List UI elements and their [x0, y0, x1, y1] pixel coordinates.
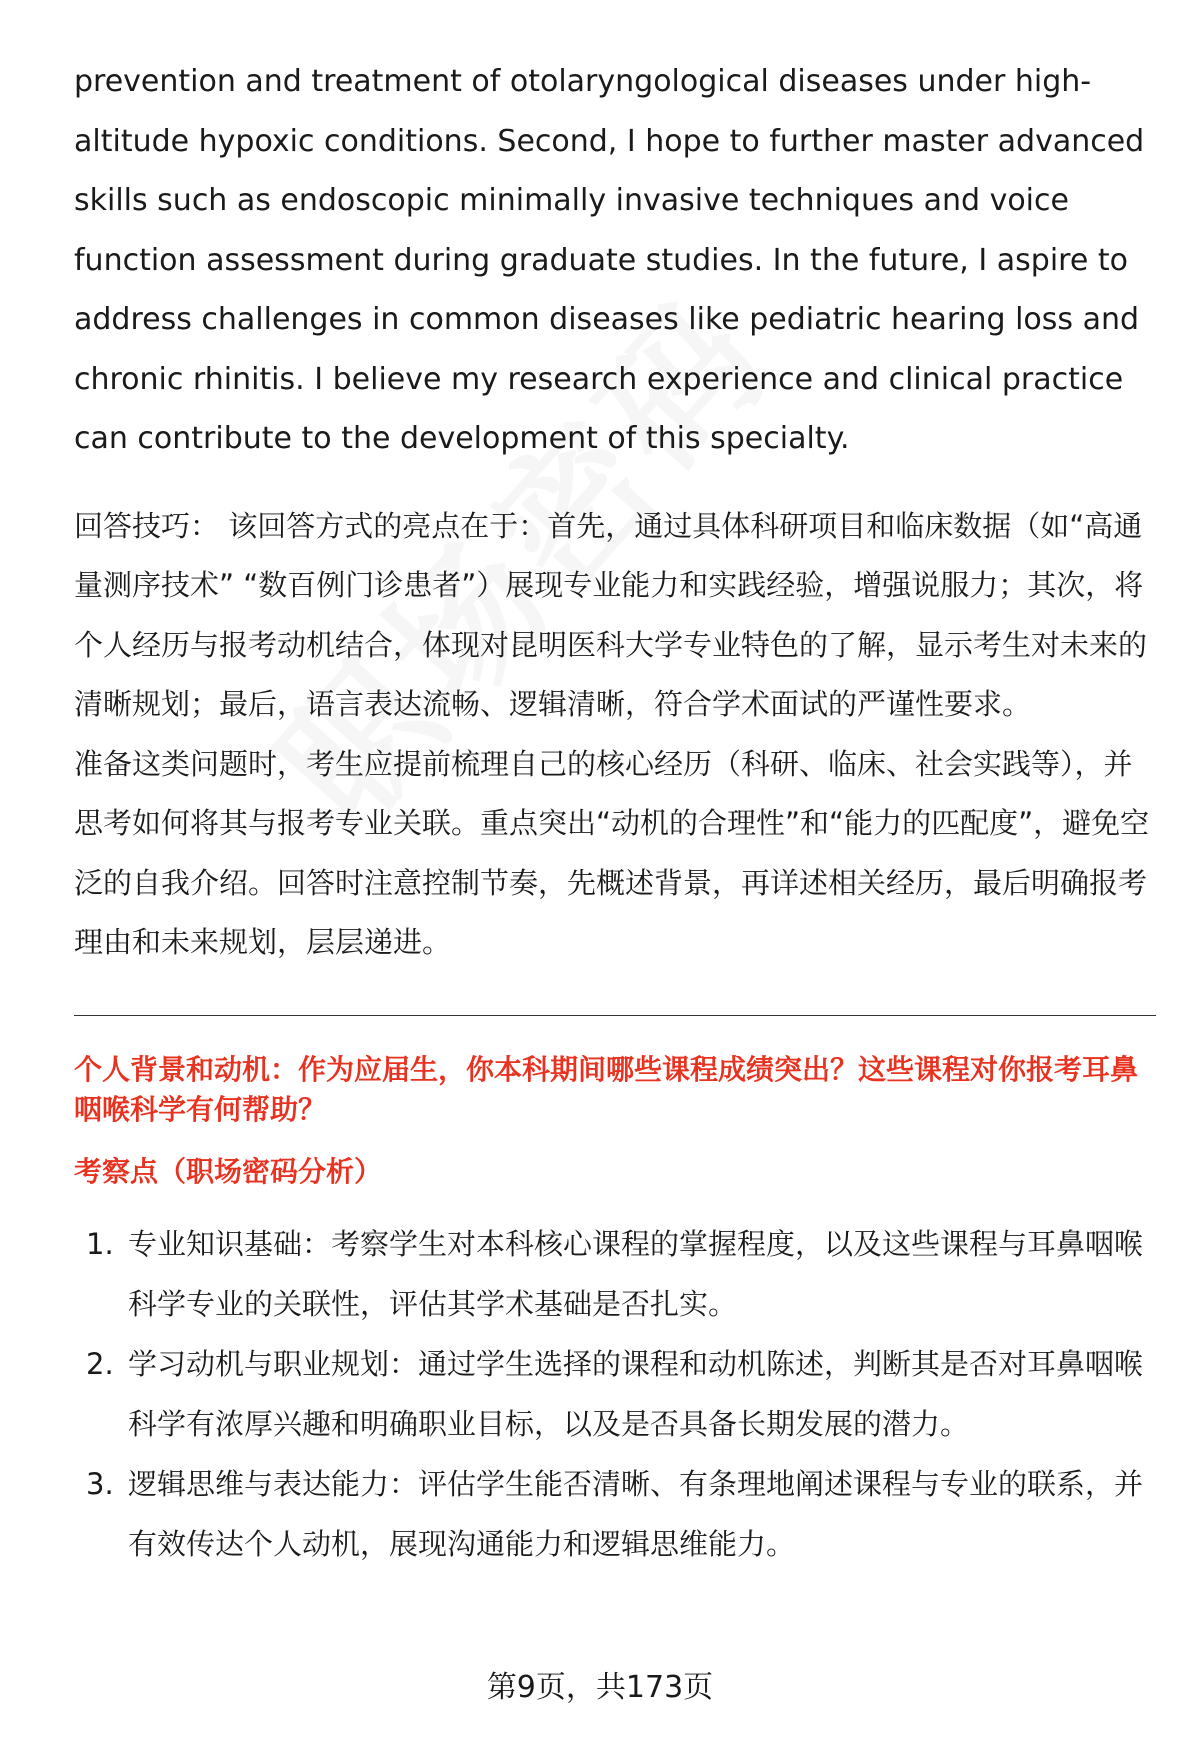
list-item	[74, 1214, 1154, 1334]
list-item-text: 专业知识基础：考察学生对本科核心课程的掌握程度，以及这些课程与耳鼻咽喉科学专业的关联性，评估其学术基础是否扎实。	[128, 1226, 1144, 1321]
section-title: 考察点（职场密码分析）	[74, 1154, 383, 1188]
tips-paragraph-2: 准备这类问题时，考生应提前梳理自己的核心经历（科研、临床、社会实践等），并思考如何将其与报考专业关联。重点突出“动机的合理性”和“能力的匹配度”，避免空泛的自我介绍。回答时注意控制节奏，先概述背景，再详述相关经历，最后明确报考理由和未来规划，层层递进。	[74, 746, 1150, 959]
document-page	[74, 52, 1154, 1574]
english-paragraph: prevention and treatment of otolaryngological diseases under high-altitude hypoxic conditions. Second, I hope to further master advanced skills such as endoscopic minimally invasive techniques and voice function assessment during graduate studies. In the future, I aspire to address challenges in common diseases like pediatric hearing loss and chronic rhinitis. I believe my research experience and clinical practice can contribute to the development of this specialty.	[74, 64, 1145, 456]
page-footer: 第9页，共173页	[486, 1670, 714, 1705]
list-item	[74, 1334, 1154, 1454]
tips-paragraph-1: 回答技巧： 该回答方式的亮点在于：首先，通过具体科研项目和临床数据（如“高通量测序技术” “数百例门诊患者”）展现专业能力和实践经验，增强说服力；其次，将个人经历与报考动机结合，体现对昆明医科大学专业特色的了解，显示考生对未来的清晰规划；最后，语言表达流畅、逻辑清晰，符合学术面试的严谨性要求。	[74, 508, 1148, 721]
answer-tips	[74, 497, 1154, 973]
list-number: 2.	[86, 1346, 114, 1381]
points-list	[74, 1214, 1154, 1574]
list-item-text: 学习动机与职业规划：通过学生选择的课程和动机陈述，判断其是否对耳鼻咽喉科学有浓厚兴趣和明确职业目标，以及是否具备长期发展的潜力。	[128, 1346, 1144, 1441]
question-heading: 个人背景和动机：作为应届生，你本科期间哪些课程成绩突出？这些课程对你报考耳鼻咽喉科学有何帮助？	[74, 1052, 1139, 1126]
list-item	[74, 1454, 1154, 1574]
list-number: 3.	[86, 1466, 114, 1501]
section-divider	[74, 1015, 1156, 1016]
list-item-text: 逻辑思维与表达能力：评估学生能否清晰、有条理地阐述课程与专业的联系，并有效传达个人动机，展现沟通能力和逻辑思维能力。	[128, 1466, 1144, 1561]
list-number: 1.	[86, 1226, 114, 1261]
